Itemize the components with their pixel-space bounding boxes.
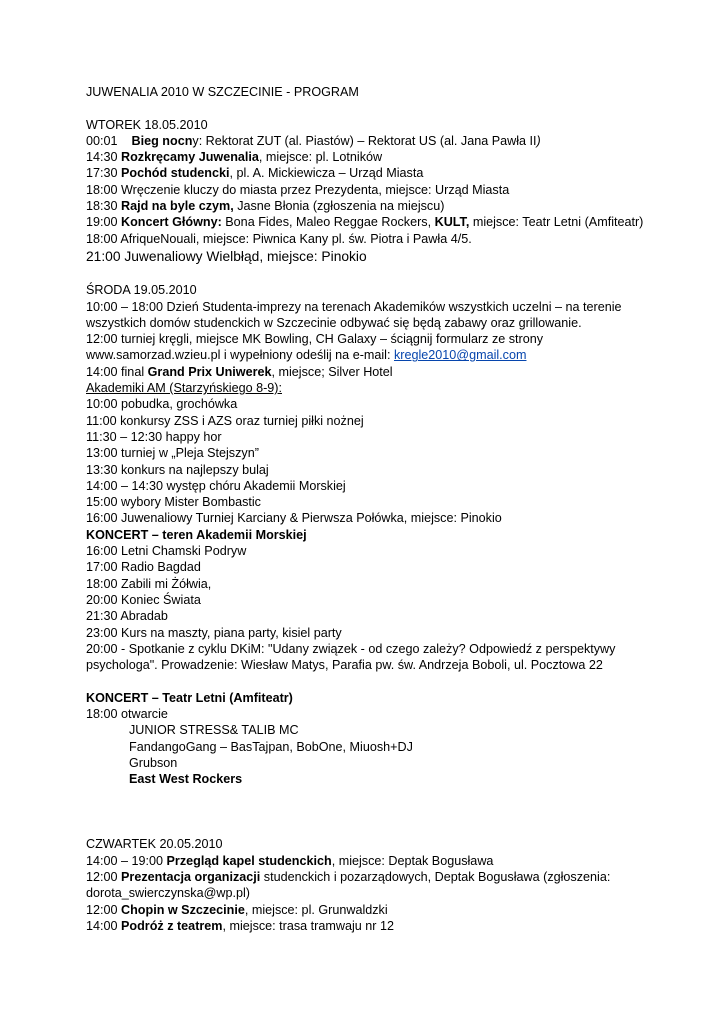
band-name: East West Rockers — [129, 772, 243, 787]
headliner-name: KULT, — [434, 215, 470, 230]
program-line: 12:00 turniej kręgli, miejsce MK Bowling, CH Galaxy – ściągnij formularz ze strony — [86, 332, 544, 347]
day-heading-tuesday: WTOREK 18.05.2010 — [86, 117, 208, 132]
event-details: , miejsce: pl. Lotników — [258, 150, 383, 165]
document-title: JUWENALIA 2010 W SZCZECINIE - PROGRAM — [86, 85, 359, 99]
band-item: FandangoGang – BasTajpan, BobOne, Miuosh+DJ — [129, 739, 413, 754]
program-line — [86, 347, 686, 363]
list-item: 16:00 Letni Chamski Podryw — [86, 544, 247, 559]
list-item: 11:30 – 12:30 happy hor — [86, 429, 222, 444]
list-item: 14:00 – 14:30 występ chóru Akademii Morskiej — [86, 478, 346, 493]
event-details: , miejsce: trasa tramwaju nr 12 — [222, 918, 394, 933]
program-line: 18:00 otwarcie — [86, 706, 168, 721]
event-name: Przegląd kapel studenckich — [166, 853, 332, 868]
event-name: Rajd na byle czym, — [121, 199, 234, 214]
list-item: 11:00 konkursy ZSS i AZS oraz turniej piłki nożnej — [86, 413, 364, 428]
event-details: , miejsce: pl. Grunwaldzki — [244, 902, 388, 917]
event-details: studenckich i pozarządowych, Deptak Bogusława (zgłoszenia: — [260, 869, 611, 884]
program-line — [86, 214, 686, 230]
program-line — [86, 198, 686, 214]
event-name: Bieg nocn — [131, 133, 193, 148]
program-line — [86, 918, 686, 934]
event-name: Chopin w Szczecinie — [121, 902, 245, 917]
section-heading-koncert-teatr — [86, 690, 686, 706]
event-details: , miejsce; Silver Hotel — [271, 364, 393, 379]
program-line: 10:00 – 18:00 Dzień Studenta-imprezy na terenach Akademików wszystkich uczelni – na terenie — [86, 299, 622, 314]
program-line — [86, 133, 686, 149]
event-time: 14:30 — [86, 150, 122, 165]
program-line: 20:00 - Spotkanie z cyklu DKiM: "Udany związek - od czego zależy? Odpowiedź z perspektywy — [86, 641, 616, 656]
event-details: , pl. A. Mickiewicza – Urząd Miasta — [229, 166, 424, 181]
spacer — [86, 787, 686, 803]
event-name: Grand Prix Uniwerek — [147, 364, 272, 379]
program-line — [86, 853, 686, 869]
spacer — [86, 266, 686, 282]
program-line: wszystkich domów studenckich w Szczecinie odbywać się będą zabawy oraz grillowanie. — [86, 315, 582, 330]
list-item: 15:00 wybory Mister Bombastic — [86, 495, 261, 510]
list-item: 13:30 konkurs na najlepszy bulaj — [86, 462, 269, 477]
section-heading-text: KONCERT – Teatr Letni (Amfiteatr) — [86, 690, 293, 705]
event-name: Rozkręcamy Juwenalia — [121, 150, 259, 165]
day-heading-thursday: CZWARTEK 20.05.2010 — [86, 837, 223, 852]
event-time: 12:00 — [86, 902, 122, 917]
event-time: 14:00 — [86, 918, 122, 933]
event-time: 14:00 final — [86, 364, 148, 379]
program-line — [86, 364, 686, 380]
program-line: 21:00 Juwenaliowy Wielbłąd, miejsce: Pinokio — [86, 248, 367, 264]
list-item: 21:30 Abradab — [86, 609, 168, 624]
spacer — [86, 820, 686, 836]
program-line: dorota_swierczynska@wp.pl) — [86, 886, 250, 901]
event-time: 18:30 — [86, 199, 122, 214]
event-details-tail: ) — [536, 133, 541, 148]
event-details: miejsce: Teatr Letni (Amfiteatr) — [469, 215, 644, 230]
list-item: 10:00 pobudka, grochówka — [86, 397, 238, 412]
band-item: JUNIOR STRESS& TALIB MC — [129, 723, 299, 738]
event-time: 12:00 — [86, 869, 122, 884]
spacer — [86, 804, 686, 820]
event-details: , miejsce: Deptak Bogusława — [331, 853, 494, 868]
list-item: 20:00 Koniec Świata — [86, 592, 201, 607]
list-item: 16:00 Juwenaliowy Turniej Karciany & Pierwsza Połówka, miejsce: Pinokio — [86, 511, 502, 526]
program-line: psychologa". Prowadzenie: Wiesław Matys, Parafia pw. św. Andrzeja Boboli, ul. Pocztowa 22 — [86, 658, 603, 673]
list-item: 13:00 turniej w „Pleja Stejszyn” — [86, 446, 259, 461]
program-line — [86, 902, 686, 918]
list-item: 23:00 Kurs na maszty, piana party, kisiel party — [86, 625, 342, 640]
band-item-headliner — [86, 771, 686, 787]
section-heading-text: KONCERT – teren Akademii Morskiej — [86, 527, 307, 542]
spacer — [86, 100, 686, 116]
section-heading-akademiki: Akademiki AM (Starzyńskiego 8-9): — [86, 381, 282, 396]
day-heading-wednesday: ŚRODA 19.05.2010 — [86, 283, 197, 298]
program-line: 18:00 AfriqueNouali, miejsce: Piwnica Kany pl. św. Piotra i Pawła 4/5. — [86, 231, 472, 246]
list-item: 18:00 Zabili mi Żółwia, — [86, 576, 212, 591]
program-line — [86, 869, 686, 885]
event-name: Pochód studencki — [121, 166, 230, 181]
registration-text: www.samorzad.wzieu.pl i wypełniony odeślij na e-mail: — [86, 348, 394, 363]
band-item: Grubson — [129, 755, 178, 770]
program-line: 18:00 Wręczenie kluczy do miasta przez Prezydenta, miejsce: Urząd Miasta — [86, 182, 510, 197]
section-heading-koncert-am — [86, 527, 686, 543]
event-name: Podróż z teatrem — [121, 918, 223, 933]
event-name: Koncert Główny: — [121, 215, 222, 230]
event-time: 17:30 — [86, 166, 122, 181]
program-line — [86, 149, 686, 165]
list-item: 17:00 Radio Bagdad — [86, 560, 201, 575]
event-details: Bona Fides, Maleo Reggae Rockers, — [221, 215, 435, 230]
document-page — [86, 84, 686, 934]
spacer — [86, 673, 686, 689]
program-line — [86, 165, 686, 181]
event-time: 00:01 — [86, 133, 118, 148]
event-time: 14:00 – 19:00 — [86, 853, 167, 868]
event-details: y: Rektorat ZUT (al. Piastów) – Rektorat US (al. Jana Pawła II — [192, 133, 537, 148]
email-link[interactable]: kregle2010@gmail.com — [393, 348, 527, 363]
event-name: Prezentacja organizacji — [121, 869, 261, 884]
event-details: Jasne Błonia (zgłoszenia na miejscu) — [233, 199, 445, 214]
event-time: 19:00 — [86, 215, 122, 230]
